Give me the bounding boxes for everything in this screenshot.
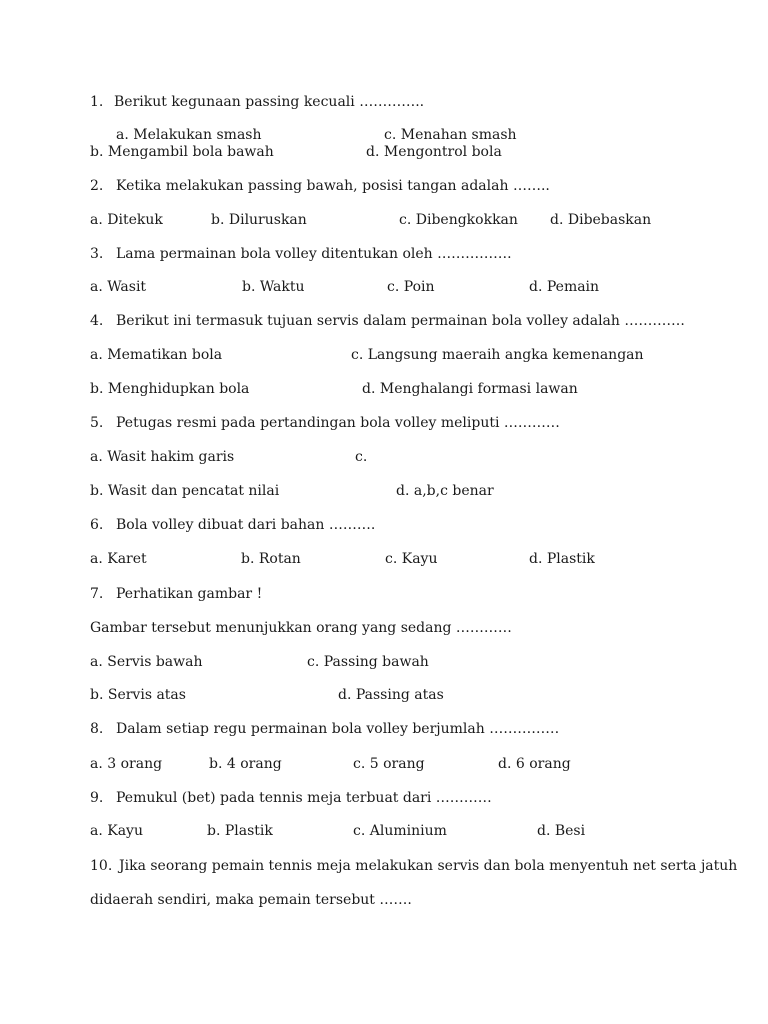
question-4-option-a: a. Mematikan bola	[90, 347, 223, 363]
question-8-number: 8.	[90, 721, 104, 737]
question-8-option-a: a. 3 orang	[90, 756, 163, 772]
question-3-number: 3.	[90, 246, 104, 262]
question-6-option-a: a. Karet	[90, 551, 147, 567]
question-8-option-c: c. 5 orang	[353, 756, 425, 772]
question-7-text: Perhatikan gambar !	[116, 586, 263, 602]
question-3-option-a: a. Wasit	[90, 279, 147, 295]
question-9-option-a: a. Kayu	[90, 823, 143, 839]
question-4-number: 4.	[90, 313, 104, 329]
question-10-number: 10.	[90, 858, 113, 874]
question-8-option-b: b. 4 orang	[209, 756, 282, 772]
question-10-text-continued: didaerah sendiri, maka pemain tersebut …….	[90, 892, 412, 908]
question-5-option-b: b. Wasit dan pencatat nilai	[90, 483, 280, 499]
question-10-text: Jika seorang pemain tennis meja melakukan servis dan bola menyentuh net serta jatuh	[119, 858, 738, 874]
question-6-text: Bola volley dibuat dari bahan ……….	[116, 517, 376, 533]
question-9-number: 9.	[90, 790, 104, 806]
question-5-option-c: c.	[355, 449, 368, 465]
question-7-number: 7.	[90, 586, 104, 602]
question-3-text: Lama permainan bola volley ditentukan oleh …………….	[116, 246, 512, 262]
question-1-option-c: c. Menahan smash	[384, 127, 517, 143]
question-2-number: 2.	[90, 178, 104, 194]
question-2-option-d: d. Dibebaskan	[550, 212, 652, 228]
question-4-option-c: c. Langsung maeraih angka kemenangan	[351, 347, 644, 363]
question-1-text: Berikut kegunaan passing kecuali …………..	[114, 94, 425, 110]
question-2-option-c: c. Dibengkokkan	[399, 212, 518, 228]
question-1-option-d: d. Mengontrol bola	[366, 144, 502, 160]
question-7-option-b: b. Servis atas	[90, 687, 186, 703]
question-2-text: Ketika melakukan passing bawah, posisi tangan adalah ……..	[116, 178, 550, 194]
question-5-option-d: d. a,b,c benar	[396, 483, 494, 499]
question-3-option-c: c. Poin	[387, 279, 435, 295]
question-6-option-c: c. Kayu	[385, 551, 438, 567]
question-6-number: 6.	[90, 517, 104, 533]
question-1-option-a: a. Melakukan smash	[116, 127, 262, 143]
question-5-text: Petugas resmi pada pertandingan bola volley meliputi …………	[116, 415, 560, 431]
question-4-option-d: d. Menghalangi formasi lawan	[362, 381, 578, 397]
question-3-option-d: d. Pemain	[529, 279, 600, 295]
question-7-option-a: a. Servis bawah	[90, 654, 203, 670]
question-5-number: 5.	[90, 415, 104, 431]
question-9-text: Pemukul (bet) pada tennis meja terbuat dari …………	[116, 790, 492, 806]
question-7-option-c: c. Passing bawah	[307, 654, 429, 670]
question-3-option-b: b. Waktu	[242, 279, 305, 295]
question-7-subtext: Gambar tersebut menunjukkan orang yang sedang …………	[90, 620, 512, 636]
question-6-option-d: d. Plastik	[529, 551, 595, 567]
question-2-option-a: a. Ditekuk	[90, 212, 163, 228]
question-9-option-d: d. Besi	[537, 823, 586, 839]
question-8-text: Dalam setiap regu permainan bola volley berjumlah ……………	[116, 721, 560, 737]
question-4-text: Berikut ini termasuk tujuan servis dalam permainan bola volley adalah ………….	[116, 313, 685, 329]
question-8-option-d: d. 6 orang	[498, 756, 571, 772]
question-1-option-b: b. Mengambil bola bawah	[90, 144, 274, 160]
question-1-number: 1.	[90, 94, 104, 110]
question-9-option-c: c. Aluminium	[353, 823, 447, 839]
question-2-option-b: b. Diluruskan	[211, 212, 307, 228]
question-7-option-d: d. Passing atas	[338, 687, 444, 703]
question-6-option-b: b. Rotan	[241, 551, 301, 567]
question-9-option-b: b. Plastik	[207, 823, 273, 839]
question-5-option-a: a. Wasit hakim garis	[90, 449, 235, 465]
question-4-option-b: b. Menghidupkan bola	[90, 381, 250, 397]
